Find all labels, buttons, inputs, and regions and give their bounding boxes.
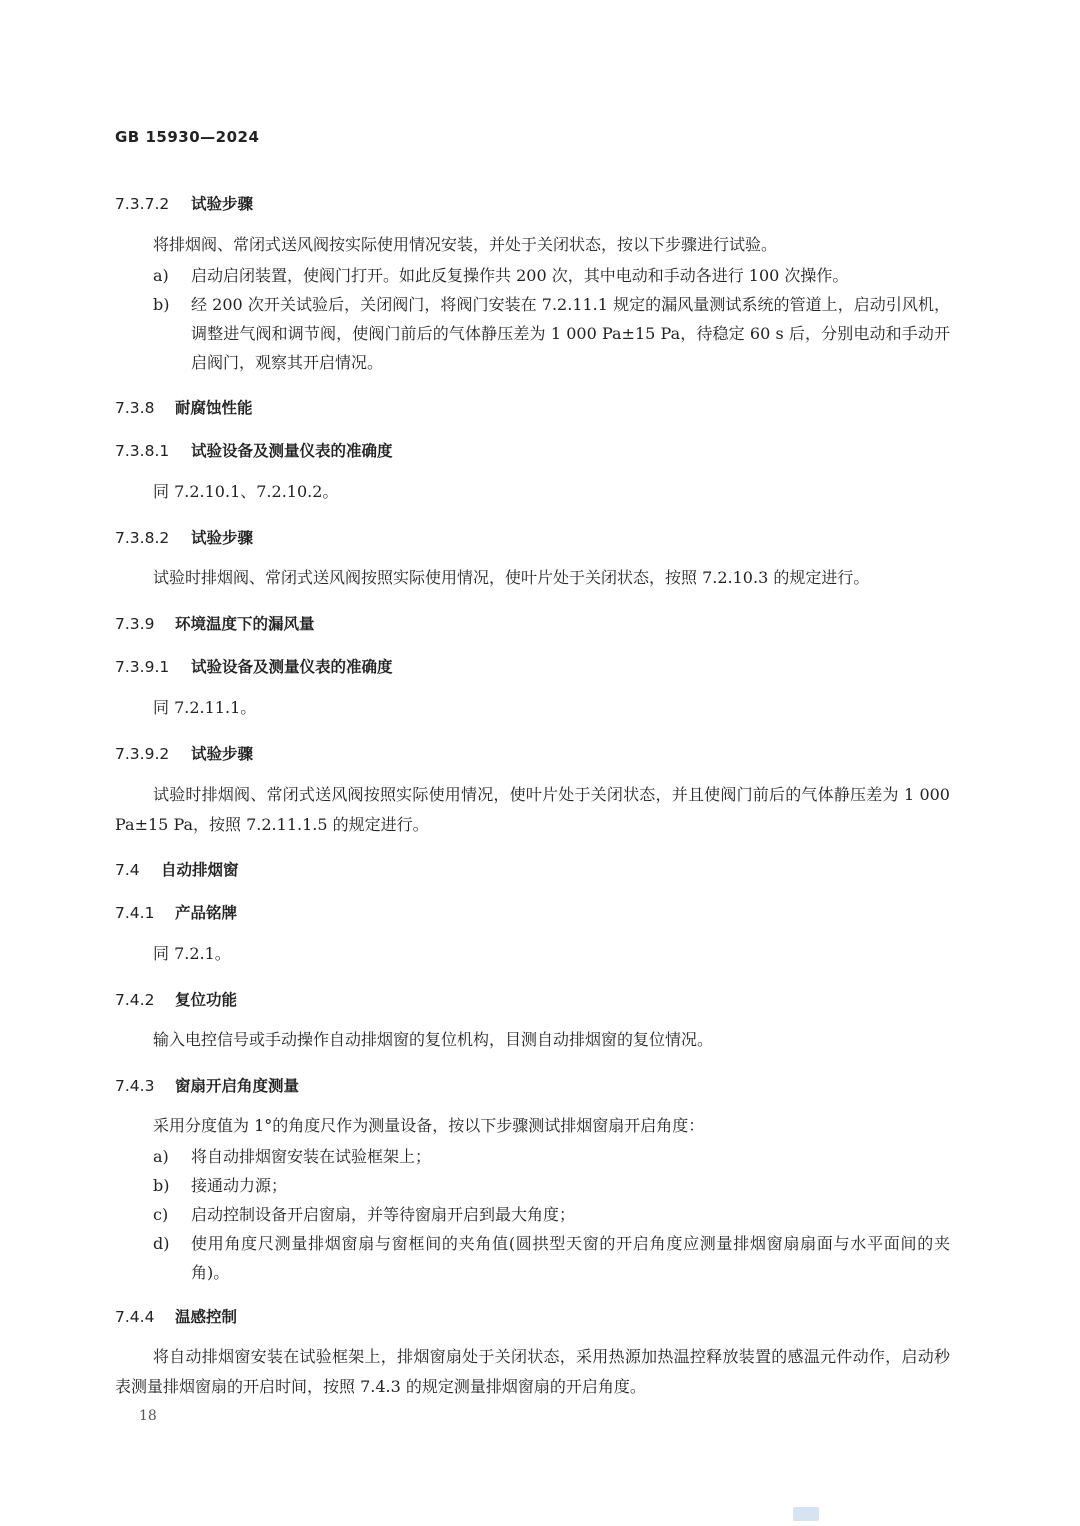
list-item bbox=[153, 1200, 950, 1229]
paragraph: 输入电控信号或手动操作自动排烟窗的复位机构，目测自动排烟窗的复位情况。 bbox=[153, 1030, 714, 1049]
section-title: 温感控制 bbox=[175, 1308, 238, 1326]
list-item bbox=[153, 261, 950, 290]
section-number: 7.3.8.1 bbox=[115, 442, 170, 460]
paragraph: 同 7.2.1。 bbox=[153, 944, 231, 963]
list-item bbox=[153, 1142, 950, 1171]
section-title: 试验步骤 bbox=[191, 745, 254, 763]
section-number: 7.3.9 bbox=[115, 615, 155, 633]
section-7-3-9 bbox=[115, 612, 315, 634]
section-7-3-9-1 bbox=[115, 655, 393, 677]
section-number: 7.3.9.1 bbox=[115, 658, 170, 676]
section-number: 7.3.8 bbox=[115, 399, 155, 417]
section-number: 7.4 bbox=[115, 861, 140, 879]
list-marker: d) bbox=[153, 1234, 170, 1253]
list-text: 启动控制设备开启窗扇，并等待窗扇开启到最大角度； bbox=[191, 1205, 576, 1224]
list-marker: a) bbox=[153, 266, 169, 285]
list-marker: a) bbox=[153, 1147, 169, 1166]
section-title: 耐腐蚀性能 bbox=[175, 399, 253, 417]
section-7-3-8-1 bbox=[115, 439, 393, 461]
paragraph: 采用分度值为 1°的角度尺作为测量设备，按以下步骤测试排烟窗扇开启角度： bbox=[153, 1116, 705, 1135]
paragraph: 试验时排烟阀、常闭式送风阀按照实际使用情况，使叶片处于关闭状态，并且使阀门前后的气体静压差为 1 000 Pa±15 Pa，按照 7.2.11.1.5 的规定进行。 bbox=[115, 785, 950, 834]
section-title: 试验步骤 bbox=[191, 195, 254, 213]
section-7-3-9-2 bbox=[115, 742, 253, 764]
list-marker: c) bbox=[153, 1205, 169, 1224]
section-7-4-3 bbox=[115, 1074, 299, 1096]
standard-header: GB 15930—2024 bbox=[115, 128, 260, 146]
section-title: 试验设备及测量仪表的准确度 bbox=[191, 442, 393, 460]
section-title: 试验步骤 bbox=[191, 529, 254, 547]
paragraph: 同 7.2.11.1。 bbox=[153, 698, 257, 717]
section-7-3-8 bbox=[115, 396, 253, 418]
section-title: 窗扇开启角度测量 bbox=[175, 1077, 300, 1095]
section-7-4-1 bbox=[115, 901, 237, 923]
section-number: 7.3.7.2 bbox=[115, 195, 170, 213]
section-7-3-8-2 bbox=[115, 526, 253, 548]
section-title: 环境温度下的漏风量 bbox=[175, 615, 315, 633]
section-title: 试验设备及测量仪表的准确度 bbox=[191, 658, 393, 676]
paragraph: 同 7.2.10.1、7.2.10.2。 bbox=[153, 482, 339, 501]
list-marker: b) bbox=[153, 1176, 170, 1195]
section-7-4 bbox=[115, 858, 239, 880]
publisher-logo-icon bbox=[793, 1507, 819, 1521]
section-title: 自动排烟窗 bbox=[161, 861, 239, 879]
list-item bbox=[153, 1229, 950, 1287]
section-number: 7.3.9.2 bbox=[115, 745, 170, 763]
section-7-4-2 bbox=[115, 988, 237, 1010]
paragraph: 将排烟阀、常闭式送风阀按实际使用情况安装，并处于关闭状态，按以下步骤进行试验。 bbox=[153, 235, 778, 254]
list-item bbox=[153, 290, 950, 377]
list-text: 使用角度尺测量排烟窗扇与窗框间的夹角值(圆拱型天窗的开启角度应测量排烟窗扇扇面与水平面间的夹角)。 bbox=[191, 1234, 950, 1282]
list-text: 将自动排烟窗安装在试验框架上； bbox=[191, 1147, 432, 1166]
list-item bbox=[153, 1171, 950, 1200]
list-text: 经 200 次开关试验后，关闭阀门，将阀门安装在 7.2.11.1 规定的漏风量测试系统的管道上，启动引风机，调整进气阀和调节阀，使阀门前后的气体静压差为 1 000 Pa±15 Pa，待稳定 60 s 后，分别电动和手动开启阀门，观察其开启情况。 bbox=[191, 295, 950, 372]
list-marker: b) bbox=[153, 295, 170, 314]
list-text: 启动启闭装置，使阀门打开。如此反复操作共 200 次，其中电动和手动各进行 100 次操作。 bbox=[191, 266, 849, 285]
paragraph: 试验时排烟阀、常闭式送风阀按照实际使用情况，使叶片处于关闭状态，按照 7.2.10.3 的规定进行。 bbox=[153, 568, 870, 587]
section-number: 7.3.8.2 bbox=[115, 529, 170, 547]
section-number: 7.4.2 bbox=[115, 991, 155, 1009]
section-number: 7.4.3 bbox=[115, 1077, 155, 1095]
section-7-3-7-2 bbox=[115, 192, 253, 214]
section-title: 复位功能 bbox=[175, 991, 238, 1009]
section-title: 产品铭牌 bbox=[175, 904, 238, 922]
paragraph: 将自动排烟窗安装在试验框架上，排烟窗扇处于关闭状态，采用热源加热温控释放装置的感温元件动作，启动秒表测量排烟窗扇的开启时间，按照 7.4.3 的规定测量排烟窗扇的开启角度。 bbox=[115, 1347, 950, 1396]
section-7-4-4 bbox=[115, 1305, 237, 1327]
page-number: 18 bbox=[139, 1408, 157, 1424]
list-text: 接通动力源； bbox=[191, 1176, 288, 1195]
section-number: 7.4.1 bbox=[115, 904, 155, 922]
section-number: 7.4.4 bbox=[115, 1308, 155, 1326]
